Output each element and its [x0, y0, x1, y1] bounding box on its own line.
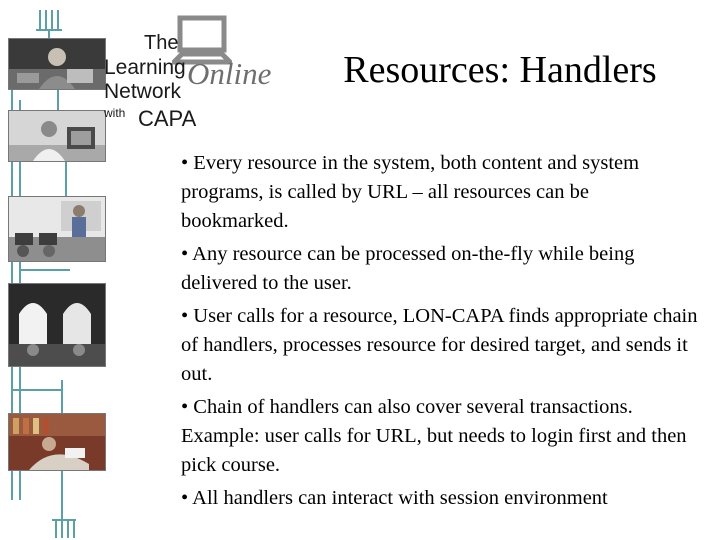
- sidebar-decoration: [0, 0, 110, 540]
- photo-student-reading: [8, 413, 106, 471]
- bullet-item: • All handlers can interact with session environment: [181, 487, 608, 509]
- bullet-item: • Any resource can be processed on-the-fly while being delivered to the user.: [181, 243, 635, 294]
- bullet-item: • Every resource in the system, both content and system programs, is called by URL – all resources can be bookmarked.: [181, 152, 640, 232]
- bullet-list: [181, 149, 701, 517]
- photo-student-computer: [8, 110, 106, 162]
- photo-student-laptop: [8, 38, 106, 90]
- logo-learning: Learning: [104, 56, 186, 79]
- logo-with: with: [104, 106, 126, 120]
- logo-lon-capa: [100, 12, 290, 132]
- logo-online: Online: [187, 56, 272, 91]
- photo-library-arches: [8, 283, 106, 367]
- logo-the: The: [144, 32, 179, 54]
- logo-network: Network: [104, 80, 182, 103]
- logo-capa: CAPA: [138, 106, 197, 131]
- bullet-item: • Chain of handlers can also cover several transactions. Example: user calls for URL, but needs to login first and then pick course.: [181, 396, 687, 476]
- bullet-item: • User calls for a resource, LON-CAPA finds appropriate chain of handlers, processes resource for desired target, and sends it out.: [181, 305, 698, 385]
- slide-title: Resources: Handlers: [343, 49, 657, 91]
- photo-lecture-hall: [8, 196, 106, 262]
